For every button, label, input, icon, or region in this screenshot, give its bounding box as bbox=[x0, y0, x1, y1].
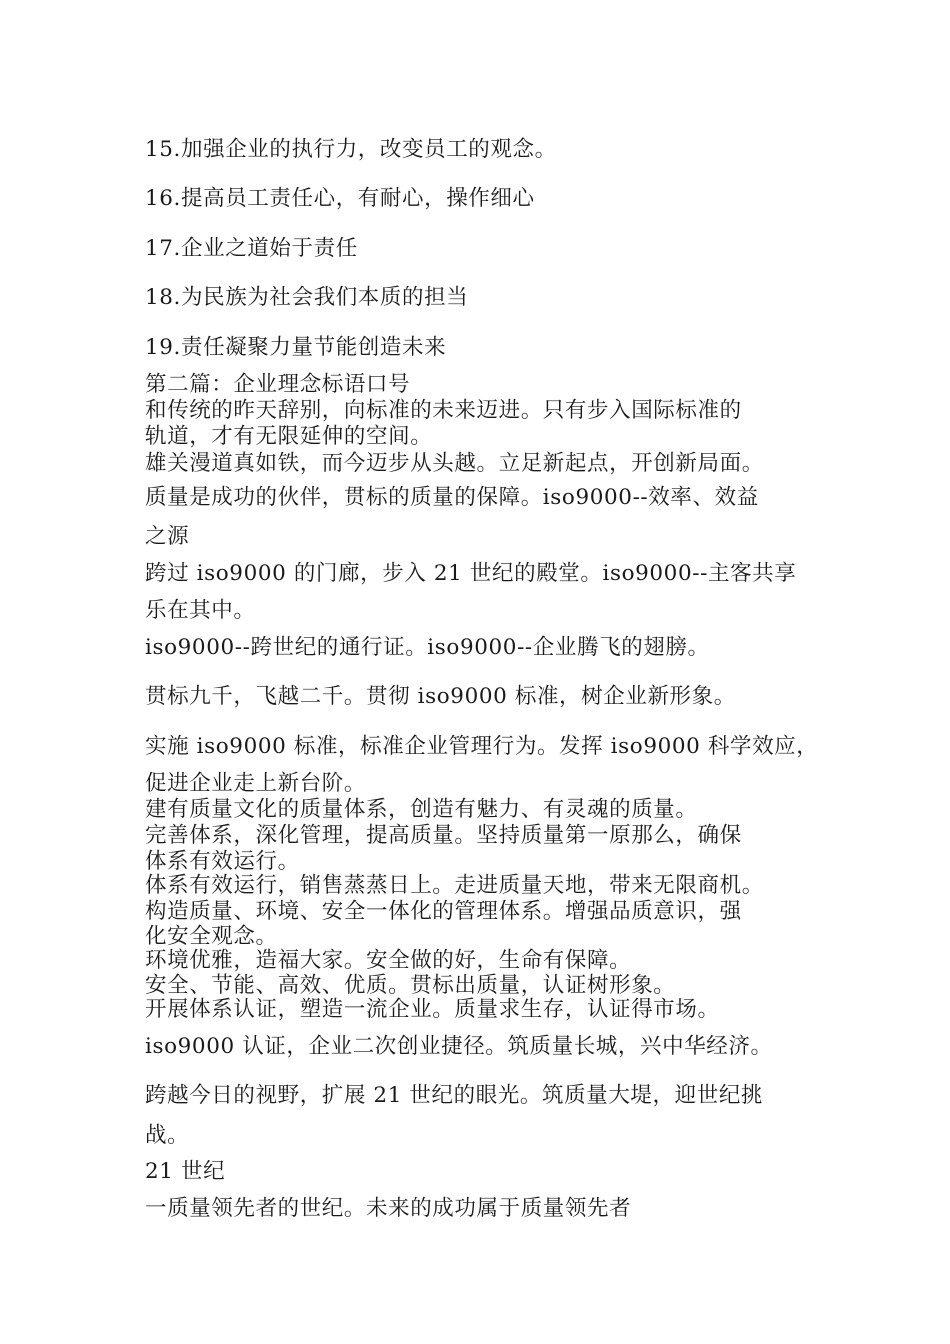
text-line: 完善体系，深化管理，提高质量。坚持质量第一原那么，确保 bbox=[145, 823, 742, 848]
text-line: 贯标九千，飞越二千。贯彻 iso9000 标准，树企业新形象。 bbox=[145, 684, 736, 709]
text-line: 17.企业之道始于责任 bbox=[145, 236, 358, 261]
text-line: 环境优雅，造福大家。安全做的好，生命有保障。 bbox=[145, 948, 632, 973]
text-line: 质量是成功的伙伴，贯标的质量的保障。iso9000--效率、效益 bbox=[145, 485, 759, 510]
text-line: 实施 iso9000 标准，标准企业管理行为。发挥 iso9000 科学效应， bbox=[145, 734, 819, 759]
text-line: iso9000 认证，企业二次创业捷径。筑质量长城，兴中华经济。 bbox=[145, 1034, 773, 1059]
text-line: 战。 bbox=[145, 1123, 190, 1148]
text-line: 安全、节能、高效、优质。贯标出质量，认证树形象。 bbox=[145, 973, 676, 998]
text-line: 乐在其中。 bbox=[145, 598, 256, 623]
section-heading: 第二篇：企业理念标语口号 bbox=[145, 372, 411, 397]
text-line: 之源 bbox=[145, 524, 190, 549]
text-line: 16.提高员工责任心，有耐心，操作细心 bbox=[145, 186, 535, 211]
text-line: 18.为民族为社会我们本质的担当 bbox=[145, 285, 469, 310]
text-line: 跨过 iso9000 的门廊，步入 21 世纪的殿堂。iso9000--主客共享 bbox=[145, 561, 797, 586]
text-line: 21 世纪 bbox=[145, 1159, 226, 1184]
text-line: 构造质量、环境、安全一体化的管理体系。增强品质意识，强 bbox=[145, 899, 742, 924]
text-line: 15.加强企业的执行力，改变员工的观念。 bbox=[145, 137, 557, 162]
text-line: 19.责任凝聚力量节能创造未来 bbox=[145, 335, 447, 360]
text-line: 跨越今日的视野，扩展 21 世纪的眼光。筑质量大堤，迎世纪挑 bbox=[145, 1083, 764, 1108]
text-line: 和传统的昨天辞别，向标准的未来迈进。只有步入国际标准的 bbox=[145, 398, 742, 423]
text-line: 一质量领先者的世纪。未来的成功属于质量领先者 bbox=[145, 1196, 632, 1221]
text-line: 体系有效运行。 bbox=[145, 849, 300, 874]
text-line: 轨道，才有无限延伸的空间。 bbox=[145, 424, 433, 449]
text-line: iso9000--跨世纪的通行证。iso9000--企业腾飞的翅膀。 bbox=[145, 635, 710, 660]
text-line: 雄关漫道真如铁，而今迈步从头越。立足新起点，开创新局面。 bbox=[145, 451, 764, 476]
text-line: 化安全观念。 bbox=[145, 924, 278, 949]
text-line: 促进企业走上新台阶。 bbox=[145, 771, 367, 796]
text-line: 建有质量文化的质量体系，创造有魅力、有灵魂的质量。 bbox=[145, 797, 698, 822]
text-line: 开展体系认证，塑造一流企业。质量求生存，认证得市场。 bbox=[145, 997, 720, 1022]
text-line: 体系有效运行，销售蒸蒸日上。走进质量天地，带来无限商机。 bbox=[145, 873, 764, 898]
